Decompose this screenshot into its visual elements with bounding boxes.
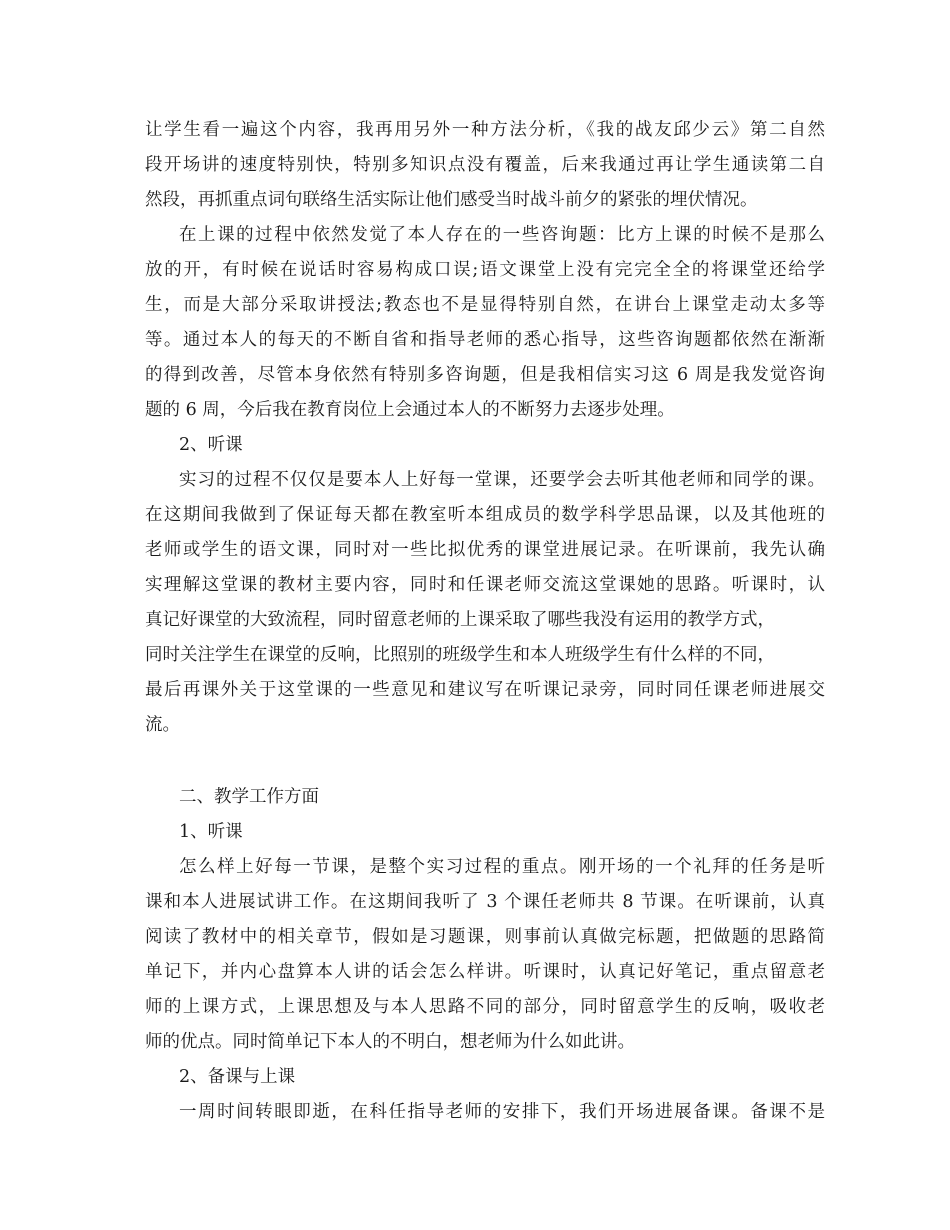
text-line: 题的 6 周，今后我在教育岗位上会通过本人的不断努力去逐步处理。 — [145, 400, 675, 420]
subsection-heading-prep-and-teaching: 2、备课与上课 — [179, 1067, 296, 1087]
paragraph-observing-classes — [145, 463, 825, 743]
text-line: 师的优点。同时简单记下本人的不明白，想老师为什么如此讲。 — [145, 1032, 635, 1052]
paragraph-lesson-prep — [145, 850, 825, 1060]
subsection-heading-listening: 1、听课 — [179, 822, 243, 842]
text-line: 放的开，有时候在说话时容易构成口误;语文课堂上没有完完全全的将课堂还给学 — [145, 260, 825, 280]
text-line: 单记下，并内心盘算本人讲的话会怎么样讲。听课时，认真记好笔记，重点留意老 — [145, 962, 825, 982]
section-heading-teaching-work: 二、教学工作方面 — [179, 787, 319, 807]
text-line: 的得到改善，尽管本身依然有特别多咨询题，但是我相信实习这 6 周是我发觉咨询 — [145, 365, 825, 385]
text-line: 实理解这堂课的教材主要内容，同时和任课老师交流这堂课她的思路。听课时，认 — [145, 575, 825, 595]
text-line: 实习的过程不仅仅是要本人上好每一堂课，还要学会去听其他老师和同学的课。 — [179, 470, 825, 490]
text-line: 真记好课堂的大致流程，同时留意老师的上课采取了哪些我没有运用的教学方式， — [145, 610, 775, 630]
text-line: 老师或学生的语文课，同时对一些比拟优秀的课堂进展记录。在听课前，我先认确 — [145, 540, 825, 560]
paragraph-week-passing — [145, 1095, 825, 1130]
paragraph-self-reflection — [145, 218, 825, 428]
text-line: 在上课的过程中依然发觉了本人存在的一些咨询题：比方上课的时候不是那么 — [179, 225, 825, 245]
text-line: 流。 — [145, 715, 180, 735]
text-line: 等。通过本人的每天的不断自省和指导老师的悉心指导，这些咨询题都依然在渐渐 — [145, 330, 825, 350]
text-line: 师的上课方式，上课思想及与本人思路不同的部分，同时留意学生的反响，吸收老 — [145, 997, 825, 1017]
paragraph-spacer — [145, 743, 825, 780]
text-line: 让学生看一遍这个内容，我再用另外一种方法分析，《我的战友邱少云》第二自然 — [145, 120, 825, 140]
text-line: 然段，再抓重点词句联络生活实际让他们感受当时战斗前夕的紧张的埋伏情况。 — [145, 190, 758, 210]
text-line: 课和本人进展试讲工作。在这期间我听了 3 个课任老师共 8 节课。在听课前，认真 — [145, 892, 825, 912]
text-line: 一周时间转眼即逝，在科任指导老师的安排下，我们开场进展备课。备课不是 — [179, 1102, 825, 1122]
paragraph-lesson-analysis — [145, 113, 825, 218]
section-heading-listening: 2、听课 — [179, 435, 243, 455]
text-line: 生，而是大部分采取讲授法;教态也不是显得特别自然，在讲台上课堂走动太多等 — [145, 295, 825, 315]
text-line: 阅读了教材中的相关章节，假如是习题课，则事前认真做完标题，把做题的思路简 — [145, 927, 825, 947]
text-line: 怎么样上好每一节课，是整个实习过程的重点。刚开场的一个礼拜的任务是听 — [179, 857, 825, 877]
text-line: 段开场讲的速度特别快，特别多知识点没有覆盖，后来我通过再让学生通读第二自 — [145, 155, 825, 175]
text-line: 在这期间我做到了保证每天都在教室听本组成员的数学科学思品课，以及其他班的 — [145, 505, 825, 525]
document-body — [145, 113, 825, 1130]
text-line: 最后再课外关于这堂课的一些意见和建议写在听课记录旁，同时同任课老师进展交 — [145, 680, 825, 700]
text-line: 同时关注学生在课堂的反响，比照别的班级学生和本人班级学生有什么样的不同， — [145, 645, 775, 665]
